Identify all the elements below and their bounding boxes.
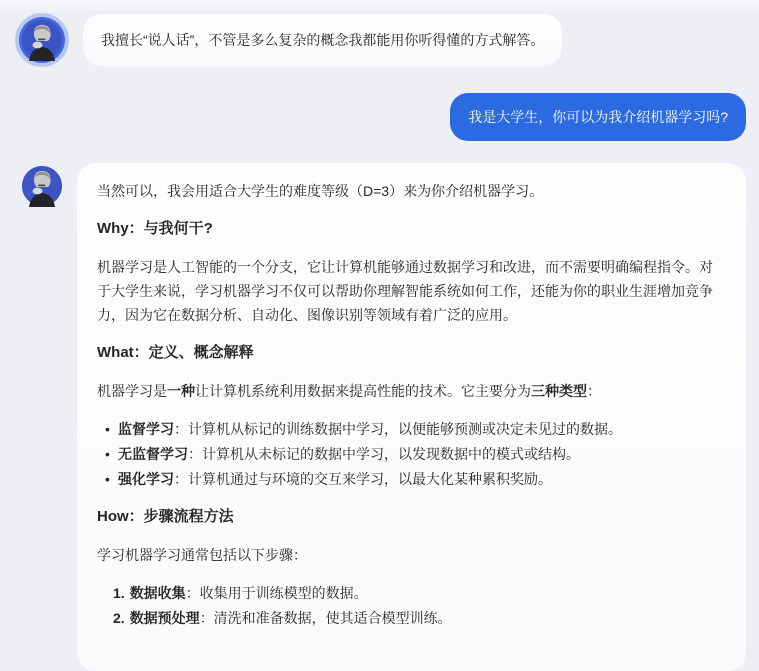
user-bubble [450, 93, 746, 141]
assistant-reply-message [13, 163, 746, 671]
why-heading: Why：与我何干? [97, 220, 213, 237]
list-item: • 无监督学习：计算机从未标记的数据中学习，以发现数据中的模式或结构。 [118, 442, 726, 466]
reply-intro-text: 当然可以，我会用适合大学生的难度等级（D=3）来为你介绍机器学习。 [97, 183, 544, 199]
list-item: • 监督学习：计算机从标记的训练数据中学习，以便能够预测或决定未见过的数据。 [118, 417, 726, 441]
user-question-text: 我是大学生，你可以为我介绍机器学习吗? [468, 109, 728, 125]
assistant-avatar [22, 166, 62, 206]
portrait-icon [22, 20, 62, 60]
assistant-intro-text: 我擅长“说人话”，不管是多么复杂的概念我都能用你听得懂的方式解答。 [101, 32, 545, 48]
assistant-message [13, 0, 746, 66]
steps-intro-text: 学习机器学习通常包括以下步骤： [97, 547, 307, 563]
steps-list [97, 581, 726, 630]
reply-bubble [77, 163, 746, 671]
why-text: 机器学习是人工智能的一个分支，它让计算机能够通过数据学习和改进，而不需要明确编程指令。对于大学生来说，学习机器学习不仅可以帮助你理解智能系统如何工作，还能为你的职业生涯增加竞争力，因为它在数据分析、自动化、图像识别等领域有着广泛的应用。 [97, 259, 713, 323]
ml-types-list [97, 417, 726, 491]
list-item: 2. 数据预处理：清洗和准备数据，使其适合模型训练。 [113, 610, 452, 626]
how-heading: How：步骤流程方法 [97, 508, 234, 525]
list-item: • 强化学习：计算机通过与环境的交互来学习，以最大化某种累积奖励。 [118, 467, 726, 491]
user-message [13, 93, 746, 141]
what-heading: What：定义、概念解释 [97, 344, 254, 361]
assistant-bubble [83, 14, 562, 66]
assistant-avatar [22, 20, 62, 60]
what-text: 机器学习是一种让计算机系统利用数据来提高性能的技术。它主要分为三种类型： [97, 383, 601, 399]
portrait-icon [22, 166, 62, 206]
list-item: 1. 数据收集：收集用于训练模型的数据。 [113, 585, 368, 601]
